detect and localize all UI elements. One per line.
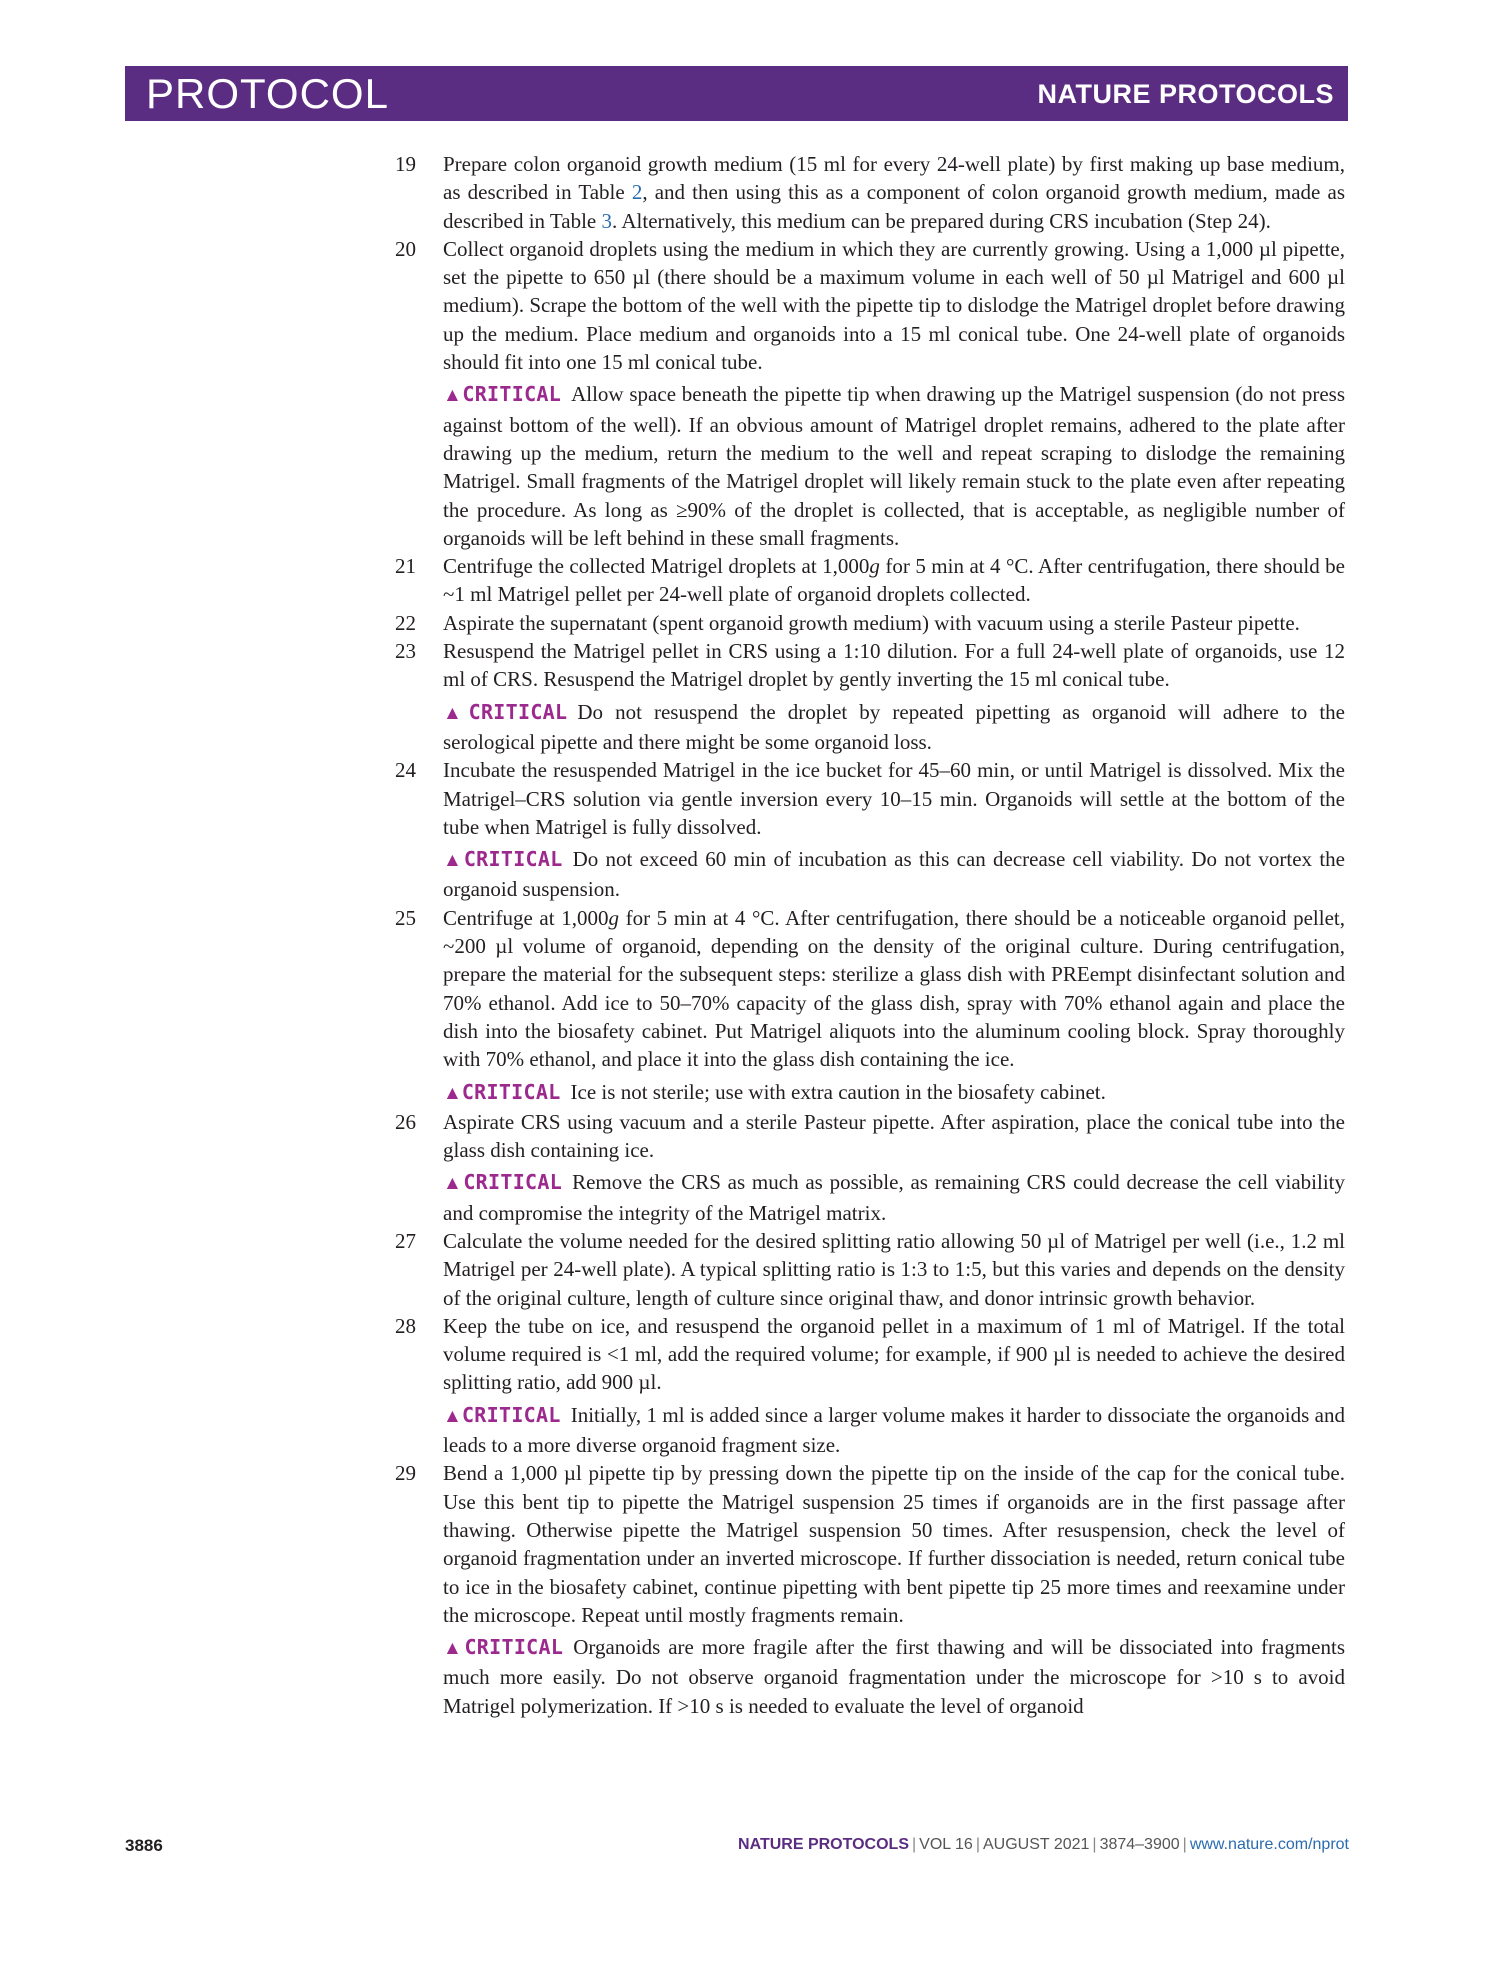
step-text: Incubate the resuspended Matrigel in the ice bucket for 45–60 min, or until Matrigel is dissolved. Mix the Matrigel–CRS solution via gentle inversion every 10–15 min. Organoids will settle at the bottom of the tube when Matrigel is fully dissolved. (443, 758, 1345, 839)
step-text: Aspirate CRS using vacuum and a sterile Pasteur pipette. After aspiration, place the conical tube into the glass dish containing ice. (443, 1109, 1345, 1163)
warning-triangle-icon: ▲ (443, 385, 463, 407)
step-23 (395, 637, 1345, 756)
step-text: Calculate the volume needed for the desired splitting ratio allowing 50 µl of Matrigel per well (i.e., 1.2 ml Matrigel per 24-well plate). A typical splitting ratio is 1:3 to 1:5, but this varies and depends on the density of the original culture, length of culture since original thaw, and donor intrinsic growth behavior. (443, 1228, 1345, 1310)
step-19 (395, 150, 1345, 235)
warning-triangle-icon: ▲ (443, 850, 464, 872)
step-text: Centrifuge the collected Matrigel droplets at 1,000g for 5 min at 4 °C. After centrifugation, there should be ~1 ml Matrigel pellet per 24-well plate of organoid droplets collected. (443, 554, 1345, 607)
table-link[interactable]: 3 (601, 208, 613, 233)
warning-triangle-icon: ▲ (443, 1638, 465, 1660)
citation-footer: NATURE PROTOCOLS | VOL 16 | AUGUST 2021 | 3874–3900 | www.nature.com/nprot (738, 1836, 1349, 1853)
footer-pages: 3874–3900 (1099, 1836, 1180, 1853)
step-text: Aspirate the supernatant (spent organoid growth medium) with vacuum using a sterile Pasteur pipette. (443, 610, 1300, 635)
step-24 (395, 756, 1345, 903)
critical-note: ▲CRITICAL Do not exceed 60 min of incubation as this can decrease cell viability. Do not vortex the organoid suspension. (443, 847, 1345, 902)
step-number: 20 (395, 236, 416, 261)
step-20 (395, 235, 1345, 552)
critical-label: CRITICAL (461, 1402, 561, 1427)
step-number: 25 (395, 905, 416, 930)
step-text: Collect organoid droplets using the medium in which they are currently growing. Using a 1,000 µl pipette, set the pipette to 650 µl (there should be a maximum volume in each well of 50 µl Matrigel and 600 µl medium). Scrape the bottom of the well with the pipette tip to dislodge the Matrigel droplet before drawing up the medium. Place medium and organoids into a 15 ml conical tube. One 24-well plate of organoids should fit into one 15 ml conical tube. (443, 236, 1345, 375)
table-link[interactable]: 2 (631, 180, 643, 205)
step-text: Prepare colon organoid growth medium (15 ml for every 24-well plate) by first making up base medium, as described in Table 2, and then using this as a component of colon organoid growth medium, made as described in Table 3. Alternatively, this medium can be prepared during CRS incubation (Step 24). (443, 152, 1345, 233)
step-number: 24 (395, 758, 416, 783)
step-26 (395, 1108, 1345, 1227)
critical-label: CRITICAL (462, 382, 562, 407)
critical-note: ▲CRITICAL Do not resuspend the droplet by repeated pipetting as organoid will adhere to the serological pipette and there might be some organoid loss. (443, 699, 1345, 754)
step-27 (395, 1227, 1345, 1312)
critical-note: ▲CRITICAL Organoids are more fragile after the first thawing and will be dissociated into fragments much more easily. Do not observe organoid fragmentation under the microscope for >10 s to avoid Matrigel polymerization. If >10 s is needed to evaluate the level of organoid (443, 1635, 1346, 1718)
step-number: 21 (395, 554, 416, 579)
critical-note: ▲CRITICAL Initially, 1 ml is added since a larger volume makes it harder to dissociate the organoids and leads to a more diverse organoid fragment size. (443, 1402, 1345, 1458)
step-29 (395, 1459, 1345, 1720)
warning-triangle-icon: ▲ (443, 1405, 462, 1427)
footer-volume: VOL 16 (919, 1836, 973, 1853)
journal-url-link[interactable]: www.nature.com/nprot (1189, 1836, 1349, 1853)
footer-journal: NATURE PROTOCOLS (738, 1836, 909, 1853)
journal-name: NATURE PROTOCOLS (1037, 79, 1334, 109)
footer-date: AUGUST 2021 (982, 1836, 1090, 1853)
step-21 (395, 552, 1345, 609)
step-number: 23 (395, 639, 416, 664)
step-number: 22 (395, 610, 416, 635)
critical-label: CRITICAL (463, 847, 563, 872)
page-header (125, 66, 1348, 121)
step-text: Bend a 1,000 µl pipette tip by pressing down the pipette tip on the inside of the cap for the conical tube. Use this bent tip to pipette the Matrigel suspension 25 times if organoids are in the first passage after thawing. Otherwise pipette the Matrigel suspension 50 times. After resuspension, check the level of organoid fragmentation under an inverted microscope. If further dissociation is needed, return conical tube to ice in the biosafety cabinet, continue pipetting with bent pipette tip 25 more times and reexamine under the microscope. Repeat until mostly fragments remain. (443, 1461, 1345, 1627)
step-text: Resuspend the Matrigel pellet in CRS using a 1:10 dilution. For a full 24-well plate of organoids, use 12 ml of CRS. Resuspend the Matrigel droplet by gently inverting the 15 ml conical tube. (443, 639, 1345, 692)
warning-triangle-icon: ▲ (443, 702, 469, 724)
critical-note: ▲CRITICAL Allow space beneath the pipette tip when drawing up the Matrigel suspension (do not press against bottom of the well). If an obvious amount of Matrigel droplet remains, adhered to the plate after drawing up the medium, return the medium to the well and repeat scraping to dislodge the remaining Matrigel. Small fragments of the Matrigel droplet will likely remain stuck to the plate even after repeating the procedure. As long as ≥90% of the droplet is collected, that is acceptable, as negligible number of organoids will be left behind in these small fragments. (443, 382, 1346, 550)
section-label: PROTOCOL (146, 70, 389, 117)
step-number: 28 (395, 1313, 416, 1338)
step-25 (395, 904, 1345, 1108)
warning-triangle-icon: ▲ (443, 1173, 464, 1195)
step-number: 19 (395, 152, 416, 176)
step-number: 27 (395, 1228, 416, 1253)
critical-label: CRITICAL (463, 1170, 563, 1195)
step-text: Keep the tube on ice, and resuspend the organoid pellet in a maximum of 1 ml of Matrigel. If the total volume required is <1 ml, add the required volume; for example, if 900 µl is needed to achieve the desired splitting ratio, add 900 µl. (443, 1313, 1345, 1395)
warning-triangle-icon: ▲ (443, 1082, 462, 1104)
step-number: 26 (395, 1109, 416, 1134)
procedure-steps (395, 150, 1345, 1720)
step-number: 29 (395, 1461, 416, 1486)
page-number: 3886 (125, 1836, 163, 1855)
critical-label: CRITICAL (461, 1079, 561, 1104)
critical-label: CRITICAL (468, 699, 568, 724)
critical-note: ▲CRITICAL Ice is not sterile; use with extra caution in the biosafety cabinet. (443, 1079, 1106, 1104)
step-22 (395, 609, 1345, 637)
critical-note: ▲CRITICAL Remove the CRS as much as possible, as remaining CRS could decrease the cell viability and compromise the integrity of the Matrigel matrix. (443, 1170, 1346, 1225)
critical-label: CRITICAL (464, 1635, 564, 1660)
step-28 (395, 1312, 1345, 1459)
step-text: Centrifuge at 1,000g for 5 min at 4 °C. After centrifugation, there should be a noticeable organoid pellet, ~200 µl volume of organoid, depending on the density of the original culture. During centrifugation, prepare the material for the subsequent steps: sterilize a glass dish with PREempt disinfectant solution and 70% ethanol. Add ice to 50–70% capacity of the glass dish, spray with 70% ethanol again and place the dish into the biosafety cabinet. Put Matrigel aliquots into the aluminum cooling block. Spray thoroughly with 70% ethanol, and place it into the glass dish containing the ice. (443, 905, 1345, 1072)
